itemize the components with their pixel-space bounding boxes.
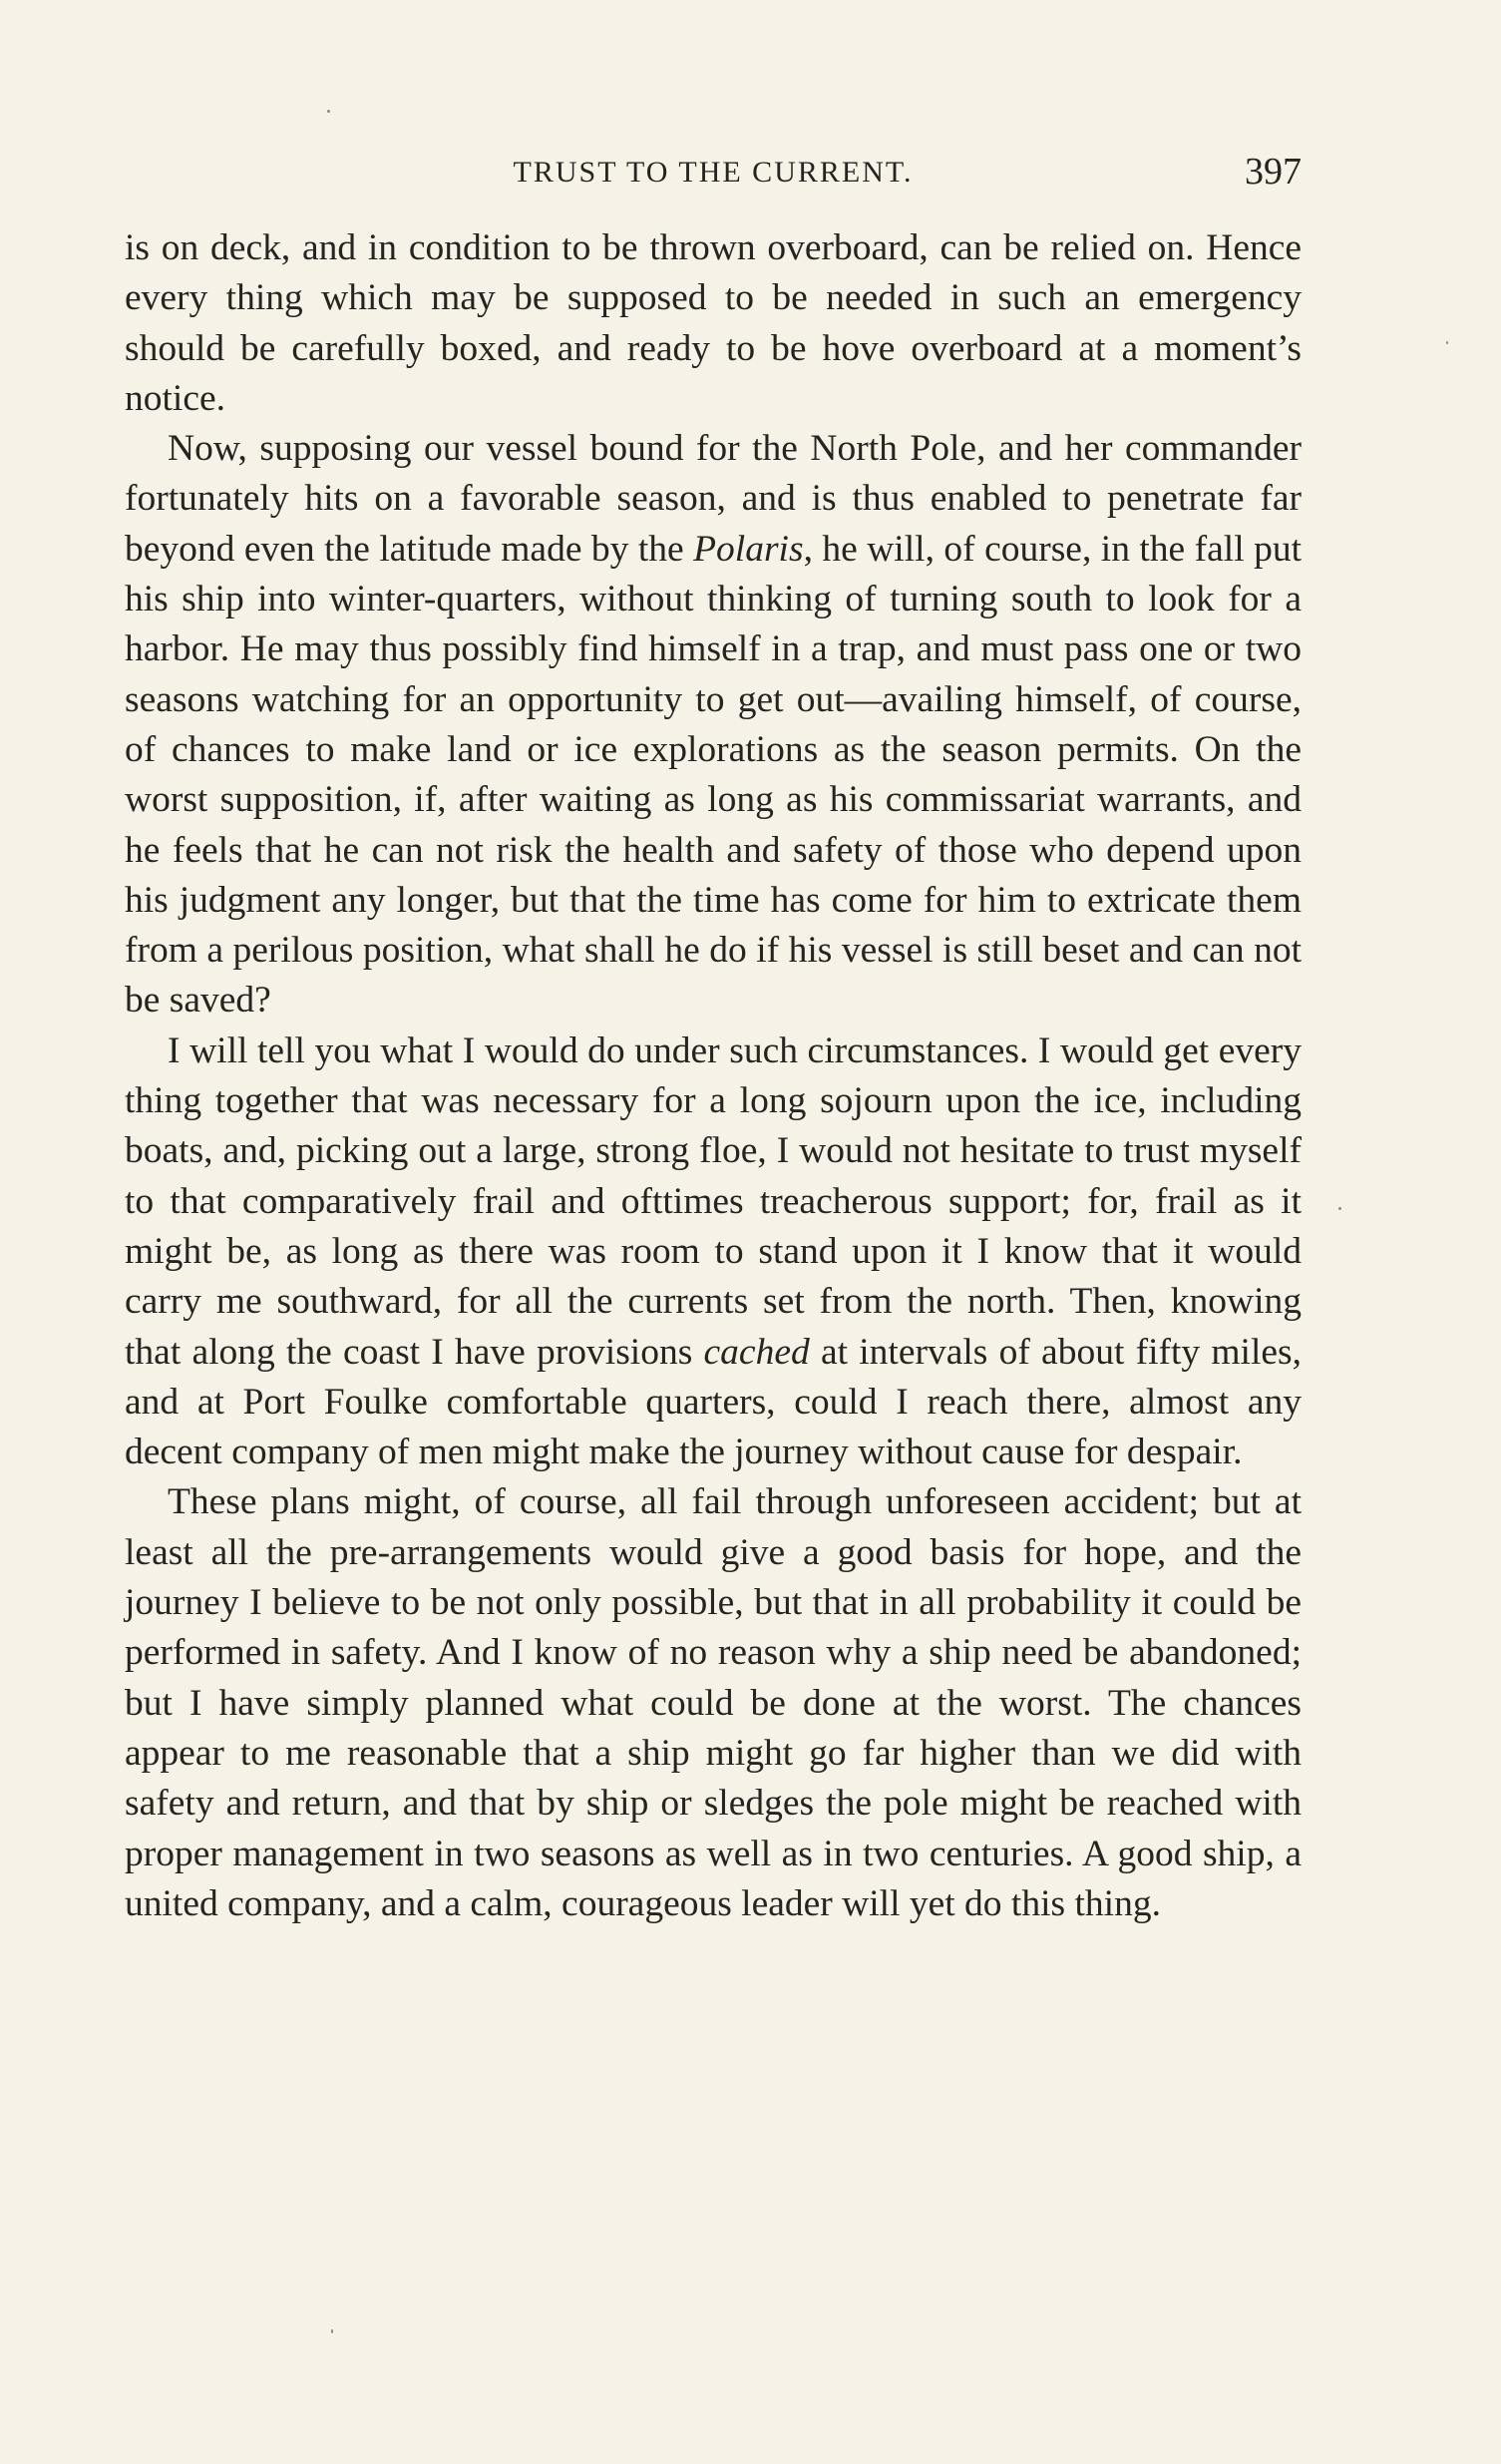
paragraph-text: Now, supposing our vessel bound for the North Pole, and her commander fortunately hits on a favorable season, and is thus enabled to penetrate far beyond even the latitude made by the [125,428,1302,570]
paragraph-text: is on deck, and in condition to be thrown overboard, can be relied on. Hence every thing which may be supposed to be needed in such an emergency should be carefully boxed, and ready to be hove overboard at a moment’s notice. [125,227,1302,419]
page-number: 397 [1245,151,1302,193]
running-head [125,150,1302,200]
paragraph-text: at intervals of about fifty miles, and at Port Foulke comfortable quarters, could I reach there, almost any decent company of men might make the journey without cause for despair. [125,1331,1302,1473]
paper-speck [1338,1207,1341,1210]
paper-speck [327,110,330,113]
paragraph-text: I will tell you what I would do under such circumstances. I would get every thing together that was necessary for a long sojourn upon the ice, including boats, and, picking out a large, strong floe, I would not hesitate to trust myself to that comparatively frail and ofttimes treacherous support; for, frail as it might be, as long as there was room to stand upon it I know that it would carry me southward, for all the currents set from the north. Then, knowing that along the coast I have provisions [125,1029,1302,1373]
running-title: TRUST TO THE CURRENT. [513,156,914,189]
paragraph-2 [125,424,1302,1027]
paragraph-text: , he will, of course, in the fall put his ship into winter-quarters, without thinking of turning south to look for a harbor. He may thus possibly find himself in a trap, and must pass one or two seasons watching for an opportunity to get out—availing himself, of course, of chances to make land or ice explorations as the season permits. On the worst supposition, if, after waiting as long as his commissariat warrants, and he feels that he can not risk the health and safety of those who depend upon his judgment any longer, but that the time has come for him to extricate them from a perilous position, what shall he do if his vessel is still beset and can not be saved? [125,528,1302,1022]
paragraph-text: These plans might, of course, all fail through unforeseen accident; but at least all the pre-arrangements would give a good basis for hope, and the journey I believe to be not only possible, but that in all probability it could be performed in safety. And I know of no reason why a ship need be abandoned; but I have simply planned what could be done at the worst. The chances appear to me reasonable that a ship might go far higher than we did with safety and return, and that by ship or sledges the pole might be reached with proper management in two seasons as well as in two centuries. A good ship, a united company, and a calm, courageous leader will yet do this thing. [125,1481,1302,1924]
paragraph-3 [125,1027,1302,1478]
paragraph-4 [125,1477,1302,1929]
paragraph-1 [125,223,1302,424]
emphasis-italic: cached [703,1331,810,1373]
body-text [125,223,1302,1929]
ship-name-italic: Polaris [693,528,804,570]
paper-speck [1446,341,1448,344]
paper-speck [331,2329,333,2333]
